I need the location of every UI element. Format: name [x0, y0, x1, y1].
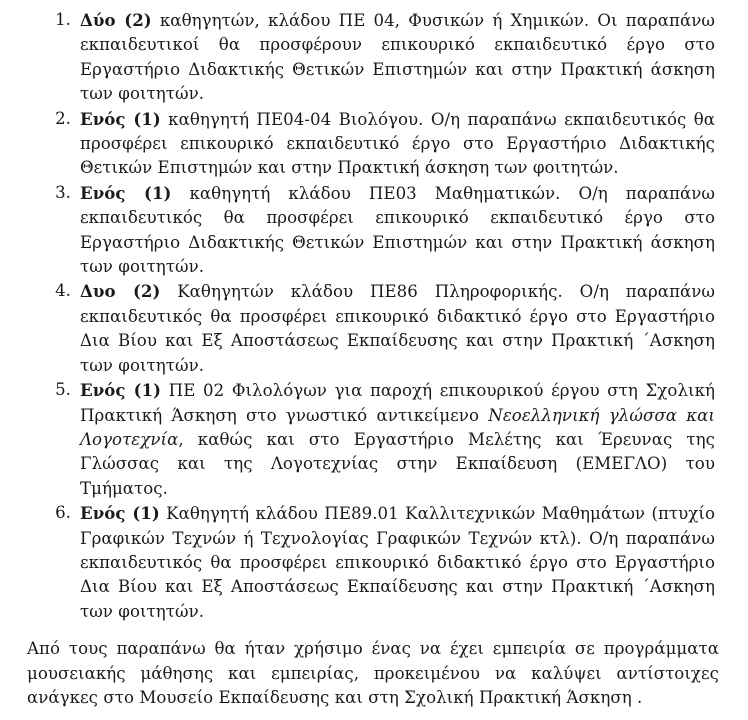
- list-item-body: [80, 181, 715, 280]
- list-item-number: 4.: [55, 281, 71, 301]
- list-item: [0, 181, 748, 280]
- list-item-lead: Δύο (2): [80, 10, 152, 30]
- list-item-text: Καθηγητή κλάδου ΠΕ89.01 Καλλιτεχνικών Μαθημάτων (πτυχίο Γραφικών Τεχνών ή Τεχνολογίας Γραφικών Τεχνών κτλ). Ο/η παραπάνω εκπαιδευτικός θα προσφέρει επικουρικό διδακτικό έργο στο Εργαστήριο Δια Βίου και Εξ Αποστάσεως Εκπαίδευσης και στην Πρακτική ΄Ασκηση των φοιτητών.: [80, 504, 715, 621]
- list-item-text: καθηγητή κλάδου ΠΕ03 Μαθηματικών. Ο/η παραπάνω εκπαιδευτικός θα προσφέρει επικουρικό εκπαιδευτικό έργο στο Εργαστήριο Διδακτικής Θετικών Επιστημών και στην Πρακτική άσκηση των φοιτητών.: [80, 183, 716, 277]
- list-item-lead: Δυο (2): [80, 281, 161, 302]
- numbered-position-list: [0, 8, 748, 624]
- list-item: [0, 107, 748, 181]
- list-item-number: 6.: [55, 503, 71, 523]
- list-item-number: 2.: [55, 108, 71, 128]
- list-item: [0, 8, 748, 107]
- closing-paragraph: Από τους παραπάνω θα ήταν χρήσιμο ένας να έχει εμπειρία σε προγράμματα μουσειακής μάθησης και εμπειρίας, προκειμένου να καλύψει αντίστοιχες ανάγκες στο Μουσείο Εκπαίδευσης και στη Σχολική Πρακτική Άσκηση .: [27, 639, 719, 708]
- list-item-number: 1.: [55, 10, 71, 29]
- list-item-lead: Ενός (1): [80, 182, 172, 203]
- list-item-italic-subject: Νεοελληνική γλώσσα και Λογοτεχνία: [80, 405, 715, 449]
- list-item: [0, 378, 748, 501]
- list-item-lead: Ενός (1): [80, 380, 162, 401]
- list-item-text: καθηγητή ΠΕ04-04 Βιολόγου. Ο/η παραπάνω εκπαιδευτικός θα προσφέρει επικουρικό εκπαιδευτικό έργο στο Εργαστήριο Διδακτικής Θετικών Επιστημών και στην Πρακτική άσκηση των φοιτητών.: [80, 109, 715, 178]
- list-item-lead: Ενός (1): [80, 108, 161, 129]
- list-item-text: Καθηγητών κλάδου ΠΕ86 Πληροφορικής. Ο/η παραπάνω εκπαιδευτικός θα προσφέρει επικουρικό διδακτικό έργο στο Εργαστήριο Δια Βίου και Εξ Αποστάσεως Εκπαίδευσης και στην Πρακτική ΄Ασκηση των φοιτητών.: [80, 282, 715, 375]
- list-item-number: 5.: [55, 380, 71, 400]
- list-item: [0, 501, 748, 624]
- list-item-number: 3.: [55, 182, 71, 202]
- list-item-body: [80, 279, 715, 378]
- list-item-body: [80, 8, 715, 107]
- list-item-lead: Ενός (1): [80, 503, 160, 524]
- list-item-body: [80, 501, 715, 624]
- list-item-body: [80, 378, 715, 501]
- list-item-text-after-italic: , καθώς και στο Εργαστήριο Μελέτης και Έρευνας της Γλώσσας και της Λογοτεχνίας στην Εκπαίδευση (ΕΜΕΓΛΟ) του Τμήματος.: [80, 429, 715, 498]
- list-item-text: καθηγητών, κλάδου ΠΕ 04, Φυσικών ή Χημικών. Οι παραπάνω εκπαιδευτικοί θα προσφέρουν επικουρικό εκπαιδευτικό έργο στο Εργαστήριο Διδακτικής Θετικών Επιστημών και στην Πρακτική άσκηση των φοιτητών.: [80, 11, 715, 104]
- list-item-text-before-italic: ΠΕ 02 Φιλολόγων για παροχή επικουρικού έργου στη Σχολική Πρακτική Άσκηση στο γνωστικό αντικείμενο: [80, 381, 715, 425]
- list-item: [0, 279, 748, 378]
- list-item-body: [80, 107, 715, 181]
